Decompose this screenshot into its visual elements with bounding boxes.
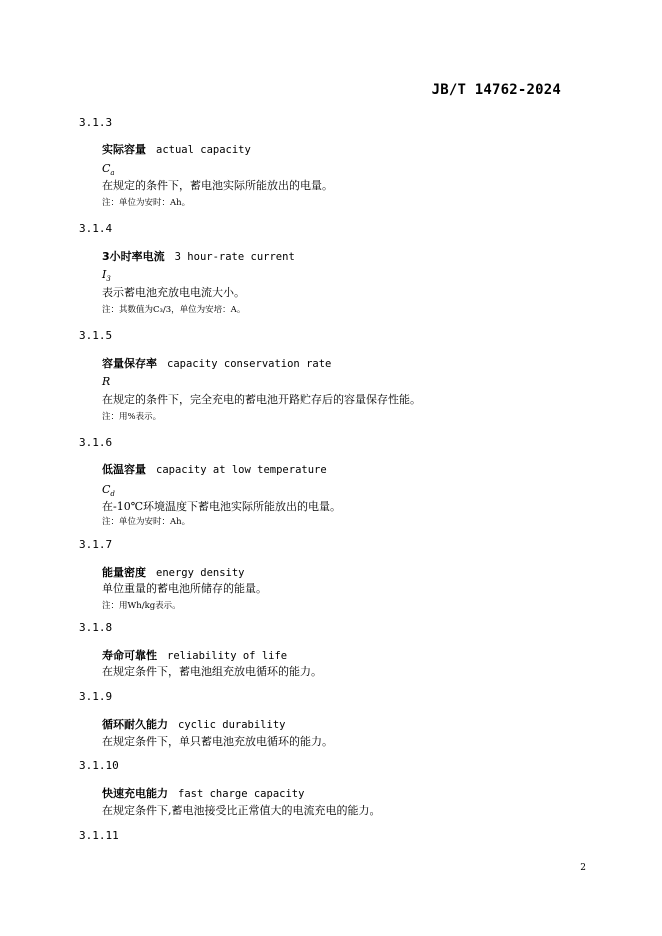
term-heading xyxy=(102,248,295,264)
term-english: capacity at low temperature xyxy=(156,464,327,476)
term-english: 3 hour-rate current xyxy=(174,251,295,263)
term-english: actual capacity xyxy=(156,144,251,156)
term-definition: 单位重量的蓄电池所储存的能量。 xyxy=(102,582,267,595)
clause-number: 3.1.11 xyxy=(79,829,119,842)
term-english: fast charge capacity xyxy=(178,788,305,800)
term-symbol: R xyxy=(102,375,111,388)
term-note: 注：用Wh/kg表示。 xyxy=(102,601,181,611)
term-symbol: $I_3$ xyxy=(102,268,111,284)
term-chinese: 快速充电能力 xyxy=(102,787,168,800)
term-chinese: 3小时率电流 xyxy=(102,250,165,263)
term-heading xyxy=(102,355,331,371)
term-english: capacity conservation rate xyxy=(167,358,332,370)
term-chinese: 寿命可靠性 xyxy=(102,649,157,662)
clause-number: 3.1.8 xyxy=(79,621,113,634)
term-symbol: $C_d$ xyxy=(102,483,115,499)
term-heading xyxy=(102,647,287,663)
term-definition: 在规定条件下，单只蓄电池充放电循环的能力。 xyxy=(102,735,333,748)
term-symbol: $C_a$ xyxy=(102,162,115,178)
term-definition: 在规定的条件下，蓄电池实际所能放出的电量。 xyxy=(102,179,333,192)
term-note: 注：其数值为C₃/3，单位为安培：A。 xyxy=(102,305,246,315)
term-english: cyclic durability xyxy=(178,719,286,731)
term-heading xyxy=(102,785,304,801)
clause-number: 3.1.4 xyxy=(79,222,113,235)
term-chinese: 实际容量 xyxy=(102,143,146,156)
term-chinese: 循环耐久能力 xyxy=(102,718,168,731)
term-note: 注：单位为安时：Ah。 xyxy=(102,517,191,527)
term-note: 注：单位为安时：Ah。 xyxy=(102,198,191,208)
page-number: 2 xyxy=(580,863,586,873)
clause-number: 3.1.5 xyxy=(79,329,113,342)
clause-number: 3.1.6 xyxy=(79,436,113,449)
clause-number: 3.1.7 xyxy=(79,538,113,551)
term-definition: 表示蓄电池充放电电流大小。 xyxy=(102,286,245,299)
term-note: 注：用%表示。 xyxy=(102,412,162,422)
term-definition: 在规定的条件下，完全充电的蓄电池开路贮存后的容量保存性能。 xyxy=(102,393,421,406)
standard-id-header: JB/T 14762-2024 xyxy=(431,82,561,98)
term-english: energy density xyxy=(156,567,245,579)
term-definition: 在规定条件下,蓄电池接受比正常值大的电流充电的能力。 xyxy=(102,804,381,817)
term-definition: 在规定条件下，蓄电池组充放电循环的能力。 xyxy=(102,665,322,678)
term-heading xyxy=(102,716,285,732)
term-heading xyxy=(102,141,251,157)
term-heading xyxy=(102,461,327,477)
term-chinese: 能量密度 xyxy=(102,566,146,579)
term-chinese: 容量保存率 xyxy=(102,357,157,370)
clause-number: 3.1.10 xyxy=(79,759,119,772)
term-definition: 在-10℃环境温度下蓄电池实际所能放出的电量。 xyxy=(102,500,342,513)
clause-number: 3.1.3 xyxy=(79,116,113,129)
term-heading xyxy=(102,564,245,580)
term-chinese: 低温容量 xyxy=(102,463,146,476)
clause-number: 3.1.9 xyxy=(79,690,113,703)
term-english: reliability of life xyxy=(167,650,288,662)
